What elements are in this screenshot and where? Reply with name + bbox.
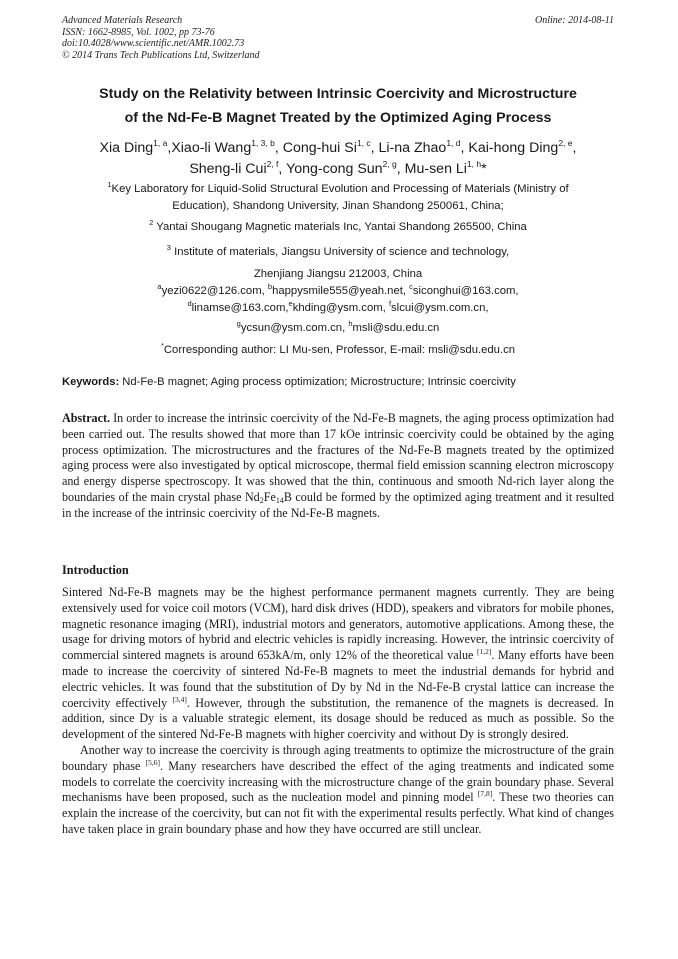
author-affil-sup: 2, f bbox=[266, 159, 279, 169]
email-list bbox=[62, 283, 614, 316]
affiliation-2 bbox=[62, 219, 614, 236]
email-b: happysmile555@yeah.net, bbox=[272, 285, 410, 297]
email-sup: b bbox=[267, 282, 273, 291]
citation: [1,2] bbox=[476, 647, 492, 657]
title-line-2: of the Nd-Fe-B Magnet Treated by the Optimized Aging Process bbox=[124, 110, 552, 126]
abstract-text: B could be formed by the optimized aging treatment and it resulted in the increase of the intrinsic coercivity of the Nd-Fe-B magnets. bbox=[62, 489, 614, 520]
affil-text: Institute of materials, Jiangsu University of science and technology, bbox=[170, 246, 510, 258]
paragraph-text: Another way to increase the coercivity is through aging treatments to optimize the microstructure of the grain boundary phase bbox=[62, 742, 614, 773]
email-line-1 bbox=[62, 283, 614, 300]
email-sup: e bbox=[288, 298, 293, 308]
author-affil-sup: 1, d bbox=[446, 138, 461, 148]
subscript: 2 bbox=[259, 495, 264, 505]
email-d: linamse@163.com, bbox=[191, 301, 289, 314]
title-line-1: Study on the Relativity between Intrinsic Coercivity and Microstructure bbox=[99, 86, 577, 102]
journal-header bbox=[62, 15, 614, 61]
email-sup: f bbox=[388, 298, 392, 308]
email-sup: a bbox=[157, 282, 162, 291]
affiliation-3 bbox=[62, 241, 614, 285]
abstract-text: In order to increase the intrinsic coercivity of the Nd-Fe-B magnets, the aging process optimization had been carried out. The results showed that more than 17 kOe intrinsic coercivity could be obtained by the aging process optimization. The microstructures and the fractures of the Nd-Fe-B magnets treated by the optimized aging process were also investigated by optical microscope, thermal field emission scanning electron microscopy and energy disperse spectroscopy. It was showed that the thin, continuous and smooth Nd-rich layer along the boundaries of the main crystal phase Nd bbox=[62, 411, 614, 504]
journal-doi: doi:10.4028/www.scientific.net/AMR.1002.73 bbox=[62, 38, 245, 49]
email-h: msli@sdu.edu.cn bbox=[352, 322, 440, 334]
email-sup: c bbox=[409, 282, 413, 291]
email-a: yezi0622@126.com, bbox=[161, 285, 268, 297]
paragraph-text: . These two theories can explain the increase of the coercivity, but can not fit with the experimental results perfectly. What kind of changes have taken place in grain boundary phase and how they have occurred are still unclear. bbox=[62, 790, 615, 836]
journal-copyright: © 2014 Trans Tech Publications Ltd, Switzerland bbox=[62, 49, 260, 61]
email-line-3 bbox=[62, 320, 614, 337]
email-c: siconghui@163.com, bbox=[412, 285, 519, 297]
author-affil-sup: 1, 3, b bbox=[251, 138, 275, 148]
affil-text: Yantai Shougang Magnetic materials Inc, Yantai Shandong 265500, China bbox=[153, 221, 527, 233]
journal-name: Advanced Materials Research bbox=[62, 15, 183, 26]
corresponding-text: Corresponding author: LI Mu-sen, Professor, E-mail: msli@sdu.edu.cn bbox=[163, 344, 516, 356]
author-name: Cong-hui Si bbox=[282, 140, 357, 156]
intro-paragraph-1 bbox=[62, 585, 614, 743]
affil-sup: 1 bbox=[107, 180, 112, 189]
paragraph-text: . Many efforts have been made to increase the coercivity of sintered Nd-Fe-B magnets to meet the industrial demands for hybrid and electric vehicles. It was found that the substitution of Dy by Nd in the Nd-Fe-B crystal lattice can increase the coercivity effectively bbox=[62, 648, 615, 710]
keywords bbox=[62, 376, 614, 388]
author-affil-sup: 1, c bbox=[356, 138, 371, 148]
author-separator: , bbox=[167, 140, 172, 156]
affil-text: Key Laboratory for Liquid-Solid Structural Evolution and Processing of Materials (Ministry of bbox=[111, 183, 569, 195]
email-g: ycsun@ysm.com.cn, bbox=[240, 322, 349, 334]
corresponding-star: * bbox=[481, 161, 487, 177]
abstract-text: Fe bbox=[263, 489, 276, 504]
affiliation-1-line-1 bbox=[62, 181, 614, 198]
corresponding-author bbox=[62, 342, 614, 359]
author-affil-sup: 1, h bbox=[466, 159, 482, 169]
abstract bbox=[62, 411, 614, 522]
section-heading-introduction: Introduction bbox=[62, 563, 129, 577]
citation: [5,6] bbox=[145, 757, 161, 767]
paragraph-text: Sintered Nd-Fe-B magnets may be the highest performance permanent magnets currently. They are being extensively used for voice coil motors (VCM), hard disk drives (HDD), speakers and vibrators for mobile phones, magnetic resonance imaging (MRI), industrial motors and generators, automotive applications. Among these, the usage for driving motors of hybrid and electric vehicles is rapidly increasing. However, the intrinsic coercivity of commercial sintered magnets is around 653kA/m, only 12% of the theoretical value bbox=[62, 585, 614, 663]
keywords-text: Nd-Fe-B magnet; Aging process optimization; Microstructure; Intrinsic coercivity bbox=[119, 376, 516, 388]
journal-issn: ISSN: 1662-8985, Vol. 1002, pp 73-76 bbox=[62, 26, 215, 38]
paper-title bbox=[62, 82, 614, 130]
abstract-label: Abstract. bbox=[62, 411, 111, 425]
email-sup: g bbox=[236, 319, 241, 328]
author-separator: , bbox=[460, 140, 469, 156]
author-list bbox=[62, 138, 614, 180]
email-f: slcui@ysm.com.cn, bbox=[391, 301, 489, 314]
author-name: Yong-cong Sun bbox=[286, 161, 383, 177]
author-separator: , bbox=[396, 161, 405, 177]
email-e: khding@ysm.com, bbox=[292, 301, 389, 314]
author-line-1 bbox=[62, 138, 614, 159]
affiliation-3-line-2: Zhenjiang Jiangsu 212003, China bbox=[253, 268, 423, 280]
affiliation-1-line-2: Education), Shandong University, Jinan Shandong 250061, China; bbox=[172, 199, 504, 212]
email-sup: d bbox=[187, 298, 192, 308]
author-separator: , bbox=[370, 140, 379, 156]
author-separator: , bbox=[274, 140, 283, 156]
subscript: 14 bbox=[275, 495, 284, 505]
email-line-2 bbox=[62, 300, 614, 317]
author-line-2 bbox=[62, 159, 614, 180]
keywords-label: Keywords: bbox=[62, 376, 120, 388]
author-separator: , bbox=[572, 140, 577, 156]
author-name: Xia Ding bbox=[99, 140, 154, 156]
citation: [3,4] bbox=[172, 694, 187, 704]
citation: [7,8] bbox=[477, 789, 493, 799]
author-affil-sup: 2, e bbox=[558, 138, 573, 148]
intro-paragraph-2 bbox=[62, 743, 614, 838]
author-name: Sheng-li Cui bbox=[189, 161, 267, 177]
author-separator: , bbox=[278, 161, 287, 177]
author-name: Mu-sen Li bbox=[404, 161, 467, 177]
email-sup: h bbox=[348, 319, 353, 328]
author-affil-sup: 1, a bbox=[153, 138, 168, 148]
paragraph-text: . However, through the substitution, the remanence of the magnets is decreased. In addition, since Dy is a valuable strategic element, its dosage should be reduced as much as possible. So the development of the sintered Nd-Fe-B magnets with higher coercivity and without Dy is strongly desired. bbox=[62, 695, 614, 742]
author-name: Kai-hong Ding bbox=[468, 140, 559, 156]
online-date: Online: 2014-08-11 bbox=[535, 15, 614, 26]
introduction-body bbox=[62, 585, 614, 838]
affil-sup: 3 bbox=[166, 243, 171, 252]
paragraph-text: . Many researchers have described the effect of the aging treatments and indicated some models to correlate the coercivity increasing with the microstructure change of the grain boundary phase. Several mechanisms have been proposed, such as the nucleation model and pinning model bbox=[62, 758, 614, 805]
affiliation-1 bbox=[62, 181, 614, 214]
author-affil-sup: 2, g bbox=[382, 159, 397, 169]
author-name: Li-na Zhao bbox=[378, 140, 447, 156]
affiliation-3-line-1 bbox=[62, 241, 614, 263]
affil-sup: 2 bbox=[149, 218, 154, 227]
author-name: Xiao-li Wang bbox=[171, 140, 252, 156]
corresponding-sup: * bbox=[160, 341, 164, 350]
